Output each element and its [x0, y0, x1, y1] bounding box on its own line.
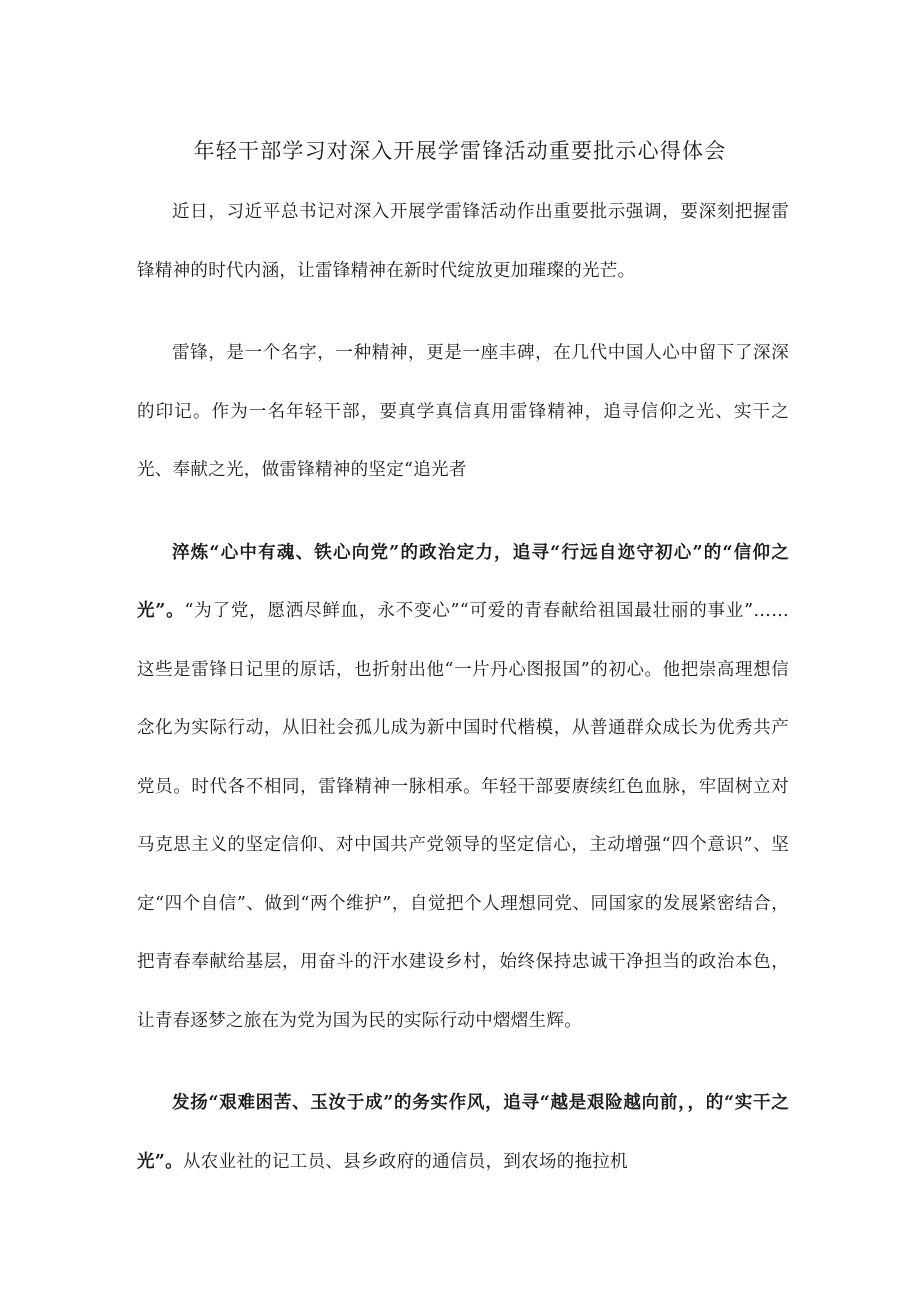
paragraph-practical: [137, 1074, 789, 1191]
paragraph-text: 雷锋，是一个名字，一种精神，更是一座丰碑，在几代中国人心中留下了深深的印记。作为一名年轻干部，要真学真信真用雷锋精神，追寻信仰之光、实干之光、奉献之光，做雷锋精神的坚定“追光者: [137, 343, 789, 480]
paragraph-heading: 发扬“艰难困苦、玉汝于成”的务实作风，追寻“越是艰险越向前，，的“实干之光”。: [137, 1093, 789, 1172]
paragraph-heading: 淬炼“心中有魂、铁心向党”的政治定力，追寻“行远自迩守初心”的“信仰之光”。: [137, 542, 789, 621]
document-body: [137, 183, 789, 1215]
paragraph-text: “为了党，愿洒尽鲜血，永不变心”“可爱的青春献给祖国最壮丽的事业”……这些是雷锋日记里的原话，也折射出他“一片丹心图报国”的初心。他把崇高理想信念化为实际行动，从旧社会孤儿成为新中国时代楷模，从普通群众成长为优秀共产党员。时代各不相同，雷锋精神一脉相承。年轻干部要赓续红色血脉，牢固树立对马克思主义的坚定信仰、对中国共产党领导的坚定信心，主动增强“四个意识”、坚定“四个自信”、做到“两个维护”，自觉把个人理想同党、同国家的发展紧密结合，把青春奉献给基层，用奋斗的汗水建设乡村，始终保持忠诚干净担当的政治本色，让青春逐梦之旅在为党为国为民的实际行动中熠熠生辉。: [137, 601, 789, 1031]
document-title: 年轻干部学习对深入开展学雷锋活动重要批示心得体会: [193, 139, 727, 163]
paragraph-faith: [137, 524, 789, 1051]
paragraph-text: 近日，习近平总书记对深入开展学雷锋活动作出重要批示强调，要深刻把握雷锋精神的时代内涵，让雷锋精神在新时代绽放更加璀璨的光芒。: [137, 202, 789, 281]
paragraph-text: 从农业社的记工员、县乡政府的通信员，到农场的拖拉机: [182, 1151, 628, 1172]
paragraph-intro: [137, 183, 789, 300]
paragraph-lei-feng: [137, 324, 789, 500]
